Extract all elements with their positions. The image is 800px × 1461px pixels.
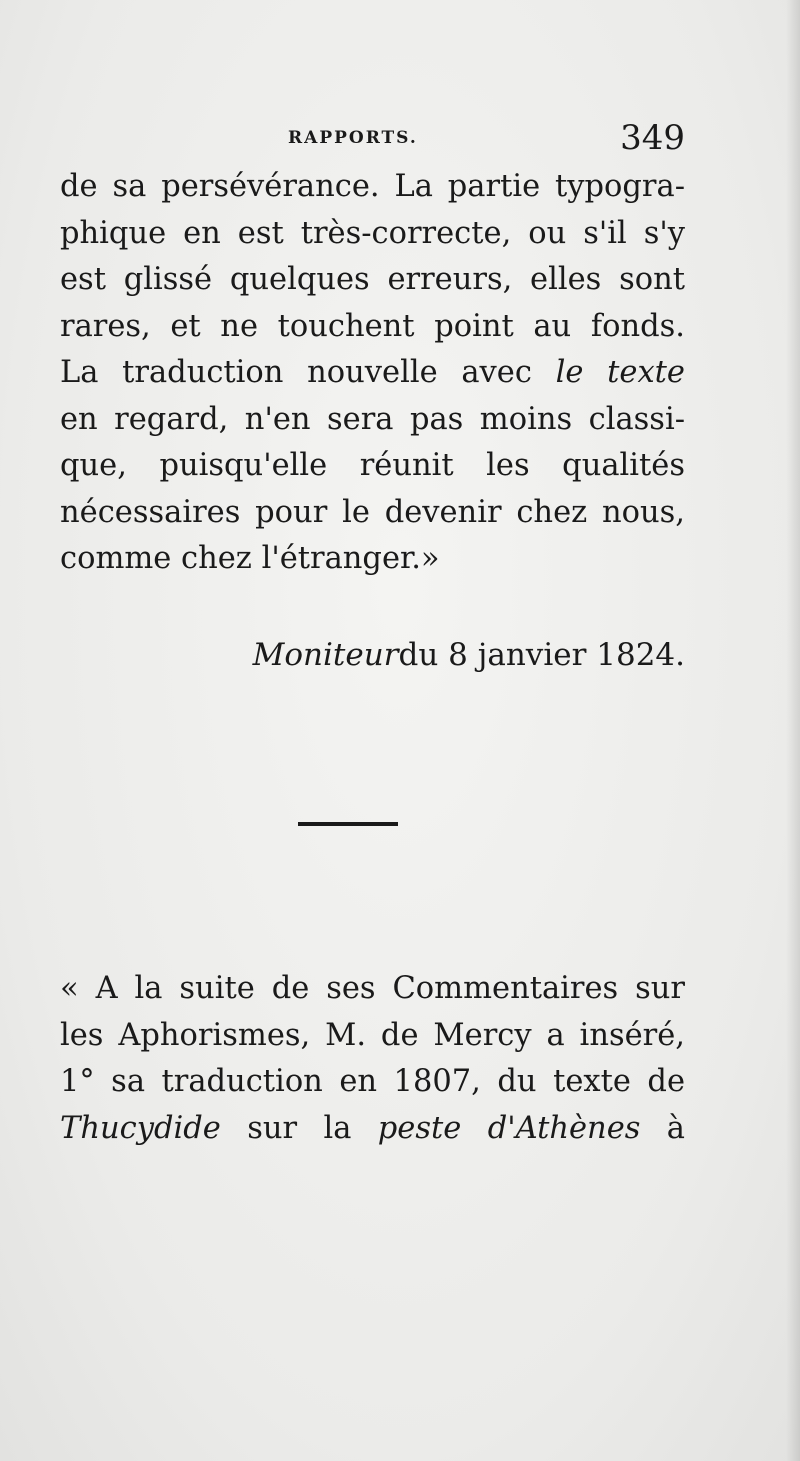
- text-segment: sur la: [247, 1110, 352, 1146]
- paragraph-quote: [60, 966, 685, 1152]
- text-segment: La traduction nouvelle avec: [60, 355, 532, 390]
- page-number: 349: [620, 118, 685, 158]
- section-divider: [298, 822, 398, 826]
- page-header: [60, 118, 685, 168]
- italic-text: le texte: [555, 355, 685, 390]
- text-line: de sa persévérance. La partie typogra-: [60, 169, 685, 204]
- running-head: RAPPORTS.: [288, 128, 418, 148]
- text-line: les Aphorismes, M. de Mercy a inséré,: [60, 1017, 685, 1053]
- citation-date: du 8 janvier 1824.: [398, 637, 685, 673]
- text-line: est glissé quelques erreurs, elles sont: [60, 262, 685, 297]
- text-segment: à: [666, 1110, 685, 1146]
- text-line: phique en est très-correcte, ou s'il s'y: [60, 215, 685, 251]
- text-line: que, puisqu'elle réunit les qualités: [60, 448, 685, 483]
- text-line: [60, 1106, 685, 1153]
- italic-text: peste d'Athènes: [377, 1110, 641, 1146]
- source-citation: [253, 637, 685, 673]
- text-line: comme chez l'étranger.»: [60, 541, 440, 576]
- text-line: rares, et ne touchent point au fonds.: [60, 308, 685, 344]
- italic-text: Thucydide: [60, 1110, 221, 1146]
- paragraph-continuation: [60, 164, 685, 583]
- citation-source: Moniteur: [252, 637, 399, 673]
- text-line: nécessaires pour le devenir chez nous,: [60, 494, 685, 530]
- text-line: « A la suite de ses Commentaires sur: [60, 971, 685, 1006]
- page-edge-shadow: [786, 0, 800, 1461]
- text-line: [60, 350, 685, 397]
- text-line: 1° sa traduction en 1807, du texte de: [60, 1064, 685, 1099]
- text-line: en regard, n'en sera pas moins classi-: [60, 401, 685, 437]
